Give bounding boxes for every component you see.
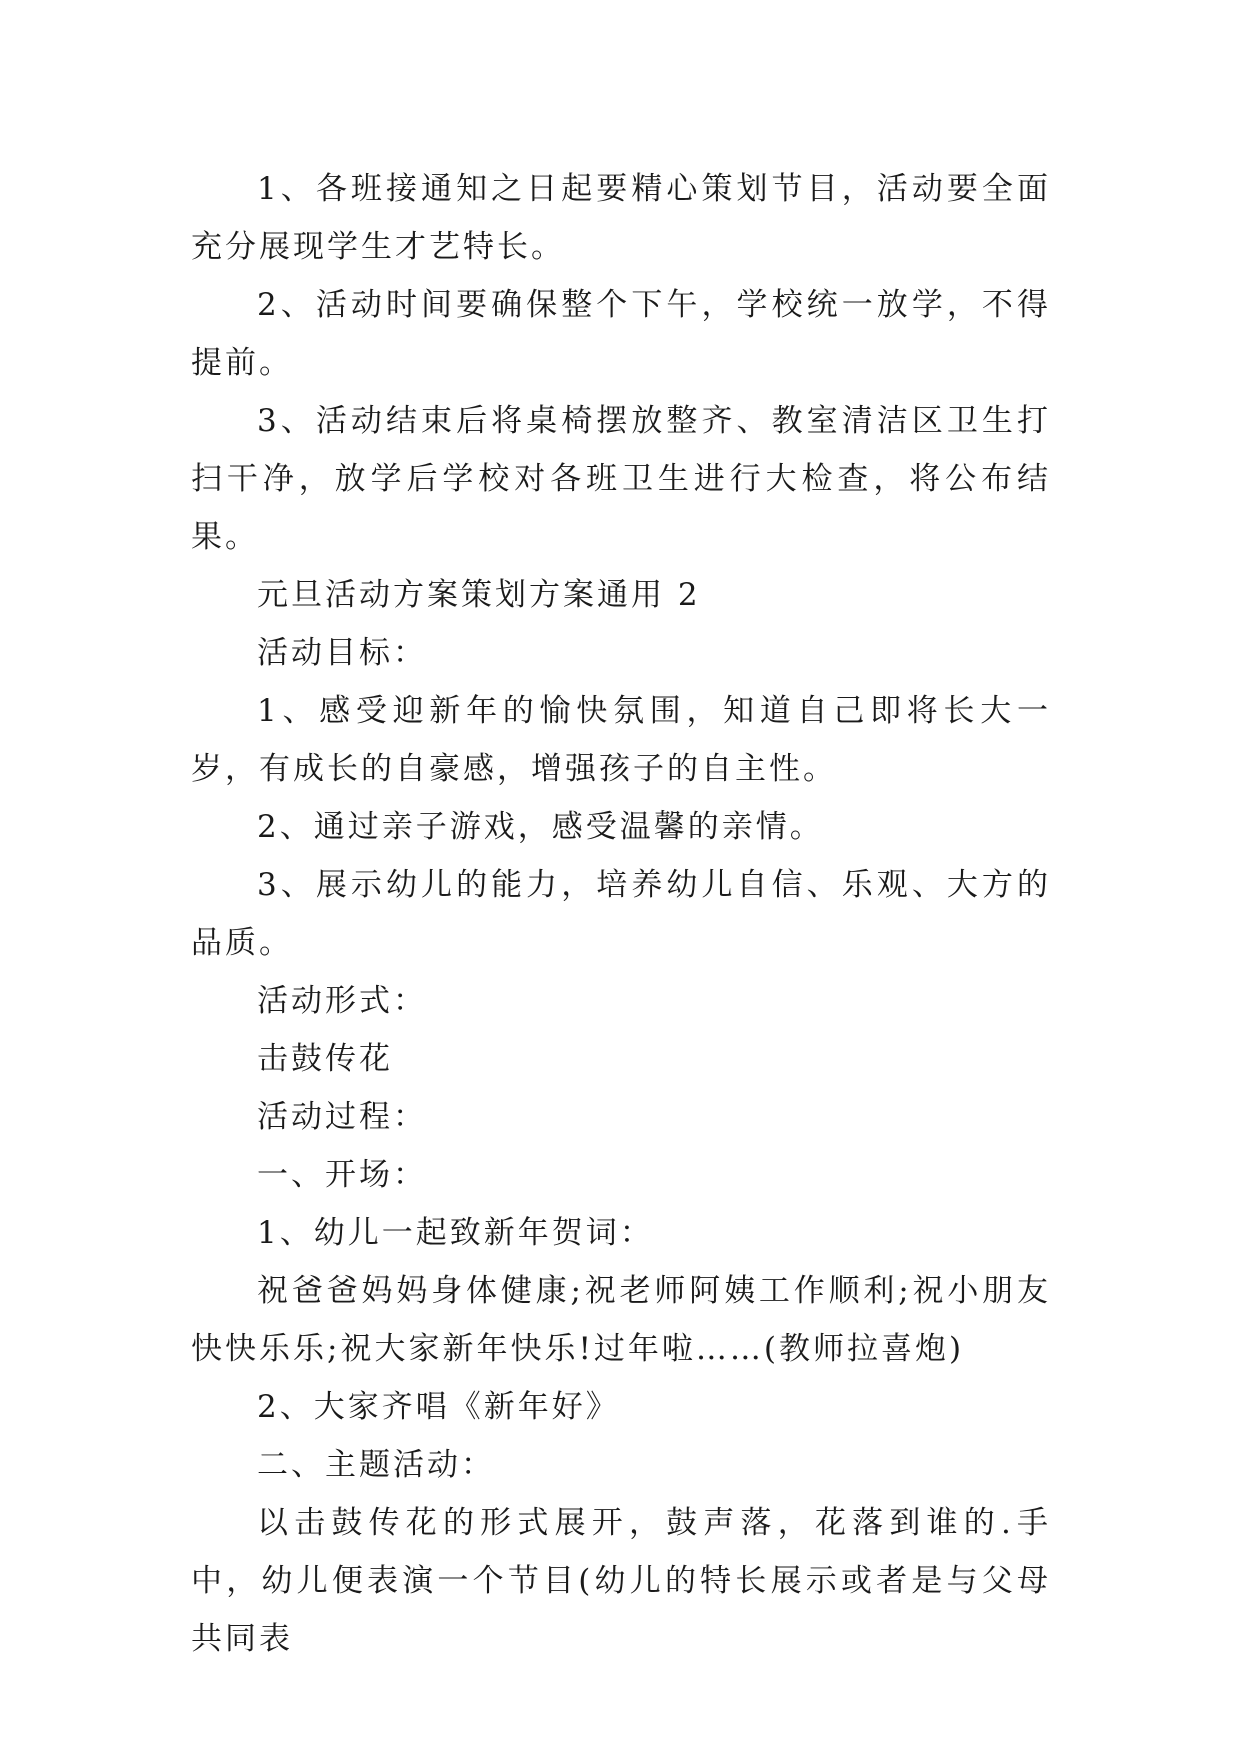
- paragraph-sing-step: 2、大家齐唱《新年好》: [257, 1389, 620, 1425]
- paragraph-activity-form: 击鼓传花: [257, 1041, 393, 1077]
- section-title: 元旦活动方案策划方案通用 2: [257, 577, 701, 613]
- heading-theme-activity: 二、主题活动：: [257, 1447, 495, 1483]
- paragraph-goal-1: 1、感受迎新年的愉快氛围，知道自己即将长大一岁，有成长的自豪感，增强孩子的自主性。: [191, 693, 1051, 787]
- heading-activity-goals: 活动目标：: [257, 635, 427, 671]
- paragraph-notice-3: 3、活动结束后将桌椅摆放整齐、教室清洁区卫生打扫干净，放学后学校对各班卫生进行大检查，将公布结果。: [191, 403, 1051, 555]
- paragraph-theme-activity: 以击鼓传花的形式展开，鼓声落，花落到谁的.手中，幼儿便表演一个节目(幼儿的特长展示或者是与父母共同表: [191, 1505, 1051, 1657]
- paragraph-notice-2: 2、活动时间要确保整个下午，学校统一放学，不得提前。: [191, 287, 1051, 381]
- heading-activity-form: 活动形式：: [257, 983, 427, 1019]
- paragraph-greeting-text: 祝爸爸妈妈身体健康;祝老师阿姨工作顺利;祝小朋友快快乐乐;祝大家新年快乐!过年啦……(教师拉喜炮): [191, 1273, 1051, 1367]
- paragraph-notice-1: 1、各班接通知之日起要精心策划节目，活动要全面充分展现学生才艺特长。: [191, 171, 1051, 265]
- heading-opening: 一、开场：: [257, 1157, 427, 1193]
- paragraph-goal-2: 2、通过亲子游戏，感受温馨的亲情。: [257, 809, 824, 845]
- paragraph-greeting-step: 1、幼儿一起致新年贺词：: [257, 1215, 654, 1251]
- document-body: [191, 160, 1051, 1668]
- heading-activity-process: 活动过程：: [257, 1099, 427, 1135]
- paragraph-goal-3: 3、展示幼儿的能力，培养幼儿自信、乐观、大方的品质。: [191, 867, 1051, 961]
